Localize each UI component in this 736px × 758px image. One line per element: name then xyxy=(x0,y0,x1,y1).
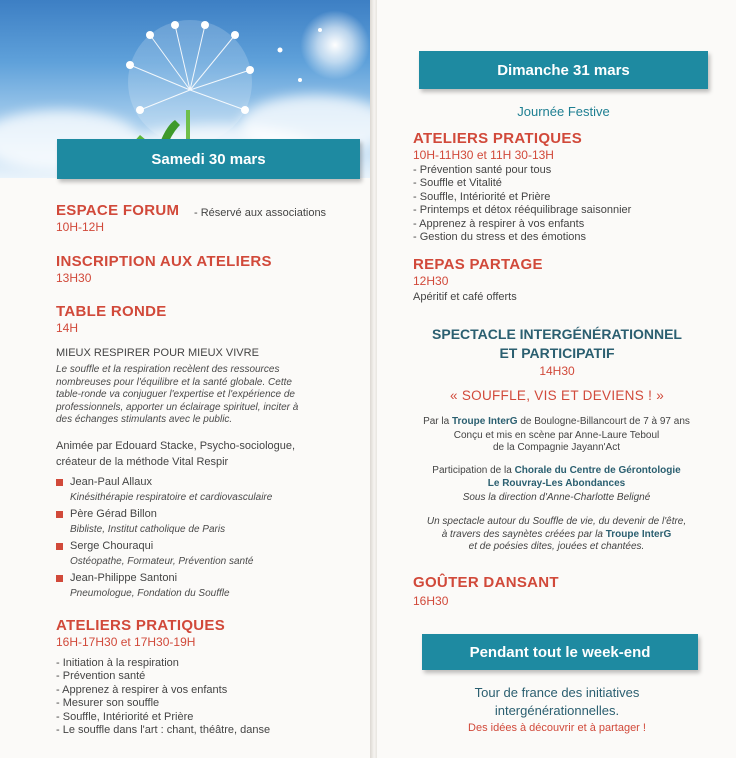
bullet-square-icon xyxy=(56,479,63,486)
chorale-place: Le Rouvray-Les Abondances xyxy=(487,478,626,489)
journee-festive: Journée Festive xyxy=(517,104,610,119)
ateliers-samedi-list xyxy=(56,657,270,737)
repas-note: Apéritif et café offerts xyxy=(413,291,517,303)
list-item: - Apprenez à respirer à vos enfants xyxy=(56,684,270,697)
inscription-time: 13H30 xyxy=(56,271,92,285)
espace-forum-time: 10H-12H xyxy=(56,220,105,234)
left-panel: Samedi 30 mars ESPACE FORUM - Réservé aux associations 10H-12H INSCRIPTION AUX ATELIERS 13H30 TABLE RONDE 14H MIEUX RESPIRER POUR MIEUX VIVRE Le souffle et la respiration recèlent des ressources nombreuses pour l'équilibre et la santé globale. Cette table-ronde va conjuguer l'expertise et l'expérience de professionnels, apporter un éclairage spirituel, inciter à des échanges stimulants avec le public. Animée par Edouard Stacke, Psycho-sociologue, créateur de la méthode Vital Respir Jean-Paul Allaux Kinésithérapie respiratoire et cardiovasculaire Père Gérad Billon Bibliste, Institut catholique de Paris Serge Chouraqui Ostéopathe, Formateur, Prévention santé Jean-Philippe Santoni Pneumologue, Fondation du Souffle ATELIERS PRATIQUES 16H-17H30 et 17H30-19H - Initiation à la respiration - Prévention santé - Apprenez à respirer à vos enfants - Mesurer son souffle - Souffle, Intériorité et Prière - Le souffle dans l'art : chant, théâtre, danse xyxy=(0,0,370,758)
ateliers-samedi-title: ATELIERS PRATIQUES xyxy=(56,617,226,634)
espace-forum-note: - Réservé aux associations xyxy=(194,207,327,219)
list-item: - Prévention santé xyxy=(56,670,270,683)
table-ronde-time: 14H xyxy=(56,321,79,335)
spectacle-time: 14H30 xyxy=(539,364,575,378)
list-item: - Le souffle dans l'art : chant, théâtre, danse xyxy=(56,724,270,737)
list-item: - Apprenez à respirer à vos enfants xyxy=(413,218,631,231)
spectacle-quote: « SOUFFLE, VIS ET DEVIENS ! » xyxy=(449,388,664,403)
espace-forum-title: ESPACE FORUM xyxy=(56,202,180,219)
table-ronde-host: Animée par Edouard Stacke, Psycho-sociologue, créateur de la méthode Vital Respir xyxy=(56,440,296,468)
bullet-square-icon xyxy=(56,511,63,518)
gouter-title: GOÛTER DANSANT xyxy=(413,574,559,591)
list-item: - Souffle, Intériorité et Prière xyxy=(56,711,270,724)
repas-title: REPAS PARTAGE xyxy=(413,256,543,273)
weekend-banner: Pendant tout le week-end xyxy=(422,634,698,670)
ateliers-dimanche-time: 10H-11H30 et 11H 30-13H xyxy=(413,148,554,162)
ateliers-dimanche-list xyxy=(413,164,631,244)
page-fold xyxy=(370,0,377,758)
list-item: - Mesurer son souffle xyxy=(56,697,270,710)
troupe-line: Par la Troupe InterG de Boulogne-Billancourt de 7 à 97 ans xyxy=(423,416,690,427)
table-ronde-title: TABLE RONDE xyxy=(56,303,167,320)
repas-time: 12H30 xyxy=(413,274,449,288)
bullet-square-icon xyxy=(56,575,63,582)
weekend-text: Tour de france des initiatives intergénérationnelles. xyxy=(474,685,640,718)
bullet-square-icon xyxy=(56,543,63,550)
list-item: - Initiation à la respiration xyxy=(56,657,270,670)
mise-en-scene: Conçu et mis en scène par Anne-Laure Teboul de la Compagnie Jayann'Act xyxy=(453,430,660,453)
spectacle-title: SPECTACLE INTERGÉNÉRATIONNEL ET PARTICIPATIF xyxy=(432,326,682,361)
list-item: - Souffle, Intériorité et Prière xyxy=(413,191,631,204)
list-item: - Prévention santé pour tous xyxy=(413,164,631,177)
list-item: - Souffle et Vitalité xyxy=(413,177,631,190)
sunday-banner: Dimanche 31 mars xyxy=(419,51,708,89)
saturday-banner: Samedi 30 mars xyxy=(57,139,360,179)
right-panel xyxy=(377,0,736,758)
table-ronde-description: Le souffle et la respiration recèlent des ressources nombreuses pour l'équilibre et la santé globale. Cette table-ronde va conjuguer l'expertise et l'expérience de professionnels, apporter un éclairage spirituel, inciter à des échanges stimulants avec le public. xyxy=(56,364,299,425)
inscription-title: INSCRIPTION AUX ATELIERS xyxy=(56,253,272,270)
chorale-line: Participation de la Chorale du Centre de Gérontologie xyxy=(432,465,681,476)
chorale-direction: Sous la direction d'Anne-Charlotte Beligné xyxy=(462,492,651,503)
spectacle-description: Un spectacle autour du Souffle de vie, du devenir de l'être, à travers des saynètes créées par la Troupe InterG et de poésies dites, jouées et chantées. xyxy=(426,516,687,552)
gouter-time: 16H30 xyxy=(413,594,449,608)
ateliers-samedi-time: 16H-17H30 et 17H30-19H xyxy=(56,635,196,649)
list-item: - Printemps et détox rééquilibrage saisonnier xyxy=(413,204,631,217)
ateliers-dimanche-title: ATELIERS PRATIQUES xyxy=(413,130,583,147)
list-item: - Gestion du stress et des émotions xyxy=(413,231,631,244)
table-ronde-subtitle: MIEUX RESPIRER POUR MIEUX VIVRE xyxy=(56,347,259,359)
weekend-tagline: Des idées à découvrir et à partager ! xyxy=(468,722,646,734)
